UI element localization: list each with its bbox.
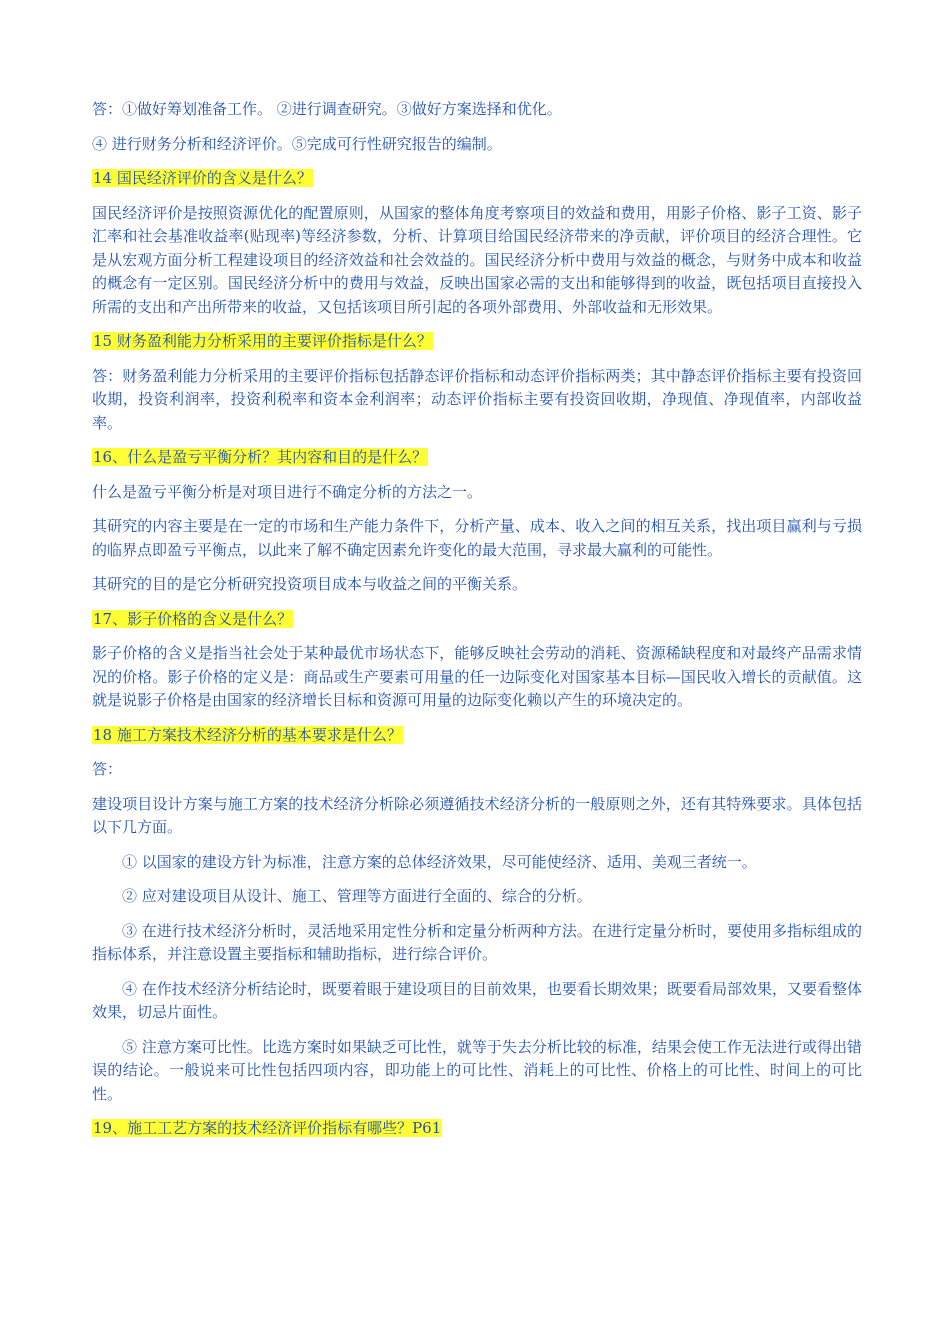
answer-16-definition: 什么是盈亏平衡分析是对项目进行不确定分析的方法之一。 <box>92 482 483 501</box>
question-19-heading <box>92 1117 862 1141</box>
question-17-heading <box>92 608 862 632</box>
question-15-heading <box>92 330 862 354</box>
document-body <box>92 98 862 1152</box>
highlight: 15 财务盈利能力分析采用的主要评价指标是什么？ <box>93 332 432 350</box>
question-16-heading <box>92 446 862 470</box>
answer-18-item-2: ② 应对建设项目从设计、施工、管理等方面进行全面的、综合的分析。 <box>122 887 592 905</box>
answer-18-intro: 建设项目设计方案与施工方案的技术经济分析除必须遵循技术经济分析的一般原则之外，还有其特殊要求。具体包括以下几方面。 <box>92 794 862 836</box>
highlight: 17、影子价格的含义是什么？ <box>93 609 293 628</box>
answer-18-item-4: ④ 在作技术经济分析结论时，既要着眼于建设项目的目前效果，也要看长期效果；既要看局部效果，又要看整体效果，切忌片面性。 <box>92 979 862 1021</box>
highlight: 16、什么是盈亏平衡分析？其内容和目的是什么？ <box>93 448 428 466</box>
highlight: 19、施工工艺方案的技术经济评价指标有哪些？P61 <box>93 1119 442 1137</box>
highlight: 14 国民经济评价的含义是什么？ <box>93 169 312 187</box>
answer-16-content: 其研究的内容主要是在一定的市场和生产能力条件下，分析产量、成本、收入之间的相互关系，找出项目赢利与亏损的临界点即盈亏平衡点，以此来了解不确定因素允许变化的最大范围，寻求最大赢利的可能性。 <box>92 517 862 559</box>
answer-18-item-5: ⑤ 注意方案可比性。比选方案时如果缺乏可比性，就等于失去分析比较的标准，结果会使工作无法进行或得出错误的结论。一般说来可比性包括四项内容，即功能上的可比性、消耗上的可比性、价格上的可比性、时间上的可比性。 <box>92 1037 862 1103</box>
question-18-heading <box>92 724 862 748</box>
answer-13-line-2: ④ 进行财务分析和经济评价。⑤完成可行性研究报告的编制。 <box>92 134 502 153</box>
answer-18-item-1: ① 以国家的建设方针为标准，注意方案的总体经济效果，尽可能使经济、适用、美观三者统一。 <box>122 852 757 871</box>
answer-17: 影子价格的含义是指当社会处于某种最优市场状态下，能够反映社会劳动的消耗、资源稀缺程度和对最终产品需求情况的价格。影子价格的定义是：商品或生产要素可用量的任一边际变化对国家基本目标—国民收入增长的贡献值。这就是说影子价格是由国家的经济增长目标和资源可用量的边际变化赖以产生的环境决定的。 <box>92 644 862 709</box>
question-14-heading <box>92 167 862 191</box>
highlight: 18 施工方案技术经济分析的基本要求是什么？ <box>93 725 402 744</box>
answer-15: 答：财务盈利能力分析采用的主要评价指标包括静态评价指标和动态评价指标两类；其中静态评价指标主要有投资回收期，投资利润率，投资利税率和资本金利润率；动态评价指标主要有投资回收期，净现值、净现值率，内部收益率。 <box>92 366 862 432</box>
answer-13-line-1: 答：①做好筹划准备工作。 ②进行调查研究。③做好方案选择和优化。 <box>92 100 562 118</box>
answer-14: 国民经济评价是按照资源优化的配置原则，从国家的整体角度考察项目的效益和费用，用影子价格、影子工资、影子汇率和社会基准收益率(贴现率)等经济参数，分析、计算项目给国民经济带来的净贡献，评价项目的经济合理性。它是从宏观方面分析工程建设项目的经济效益和社会效益的。国民经济分析中费用与效益的概念，与财务中成本和收益的概念有一定区别。国民经济分析中的费用与效益，反映出国家必需的支出和能够得到的收益，既包括项目直接投入所需的支出和产出所带来的收益，又包括该项目所引起的各项外部费用、外部收益和无形效果。 <box>92 203 862 316</box>
answer-18-item-3: ③ 在进行技术经济分析时，灵活地采用定性分析和定量分析两种方法。在进行定量分析时，要使用多指标组成的指标体系，并注意设置主要指标和辅助指标，进行综合评价。 <box>92 921 862 963</box>
answer-16-purpose: 其研究的目的是它分析研究投资项目成本与收益之间的平衡关系。 <box>92 575 528 593</box>
answer-18-label: 答： <box>92 760 123 778</box>
